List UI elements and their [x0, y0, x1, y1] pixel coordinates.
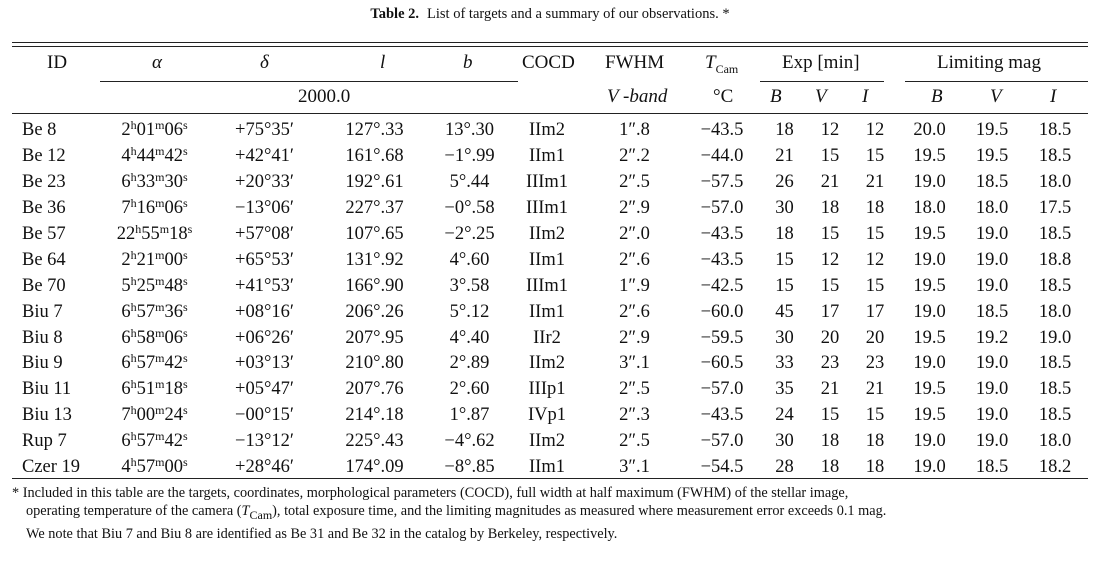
cell-dec: +41°53′ — [235, 275, 294, 296]
cell-lim-b: 19.0 — [913, 353, 946, 374]
cell-fwhm: 2″.5 — [619, 431, 650, 452]
cell-lim-v: 19.0 — [975, 224, 1009, 244]
cell-b: −2°.25 — [444, 224, 495, 244]
cell-b: −0°.58 — [444, 198, 495, 219]
cell-exp-b: 21 — [775, 146, 794, 167]
cell-lim-i: 18.5 — [1038, 405, 1072, 426]
cell-dec: +03°13′ — [235, 353, 294, 374]
cell-exp-i: 21 — [865, 379, 885, 400]
top-rule-1 — [12, 42, 1088, 43]
cell-cocd: IIIp1 — [528, 379, 566, 400]
cell-l: 227°.37 — [345, 198, 404, 219]
cell-lim-v: 19.0 — [975, 379, 1009, 400]
header-degc: °C — [713, 86, 734, 107]
cell-fwhm: 3″.1 — [619, 457, 650, 478]
table-row — [12, 247, 1088, 273]
cell-lim-i: 18.0 — [1038, 301, 1072, 322]
table-row — [12, 273, 1088, 299]
cell-tcam: −59.5 — [700, 327, 744, 348]
cell-dec: +05°47′ — [235, 379, 294, 400]
cell-lim-i: 18.8 — [1038, 249, 1072, 270]
cell-dec: −13°06′ — [235, 198, 294, 219]
cell-lim-i: 18.5 — [1038, 379, 1072, 400]
table-footnote — [12, 484, 1092, 543]
cell-tcam: −43.5 — [700, 405, 744, 426]
cell-b: 2°.89 — [449, 353, 490, 374]
cell-exp-b: 18 — [775, 120, 794, 141]
cell-exp-v: 15 — [820, 146, 840, 167]
cell-lim-b: 19.5 — [913, 275, 946, 296]
cell-fwhm: 2″.3 — [619, 405, 650, 426]
cell-fwhm: 2″.5 — [619, 172, 650, 193]
cell-dec: +28°46′ — [235, 457, 294, 478]
cell-cocd: IIr2 — [533, 327, 561, 348]
cell-fwhm: 1″.8 — [619, 120, 650, 141]
cell-exp-v: 21 — [820, 172, 840, 193]
table-label: Table 2. — [370, 6, 420, 22]
cell-cocd: IIm2 — [529, 120, 565, 141]
cell-b: 1°.87 — [449, 405, 490, 426]
header-tcam — [705, 52, 738, 77]
cell-exp-v: 17 — [820, 301, 840, 322]
header-b: b — [463, 52, 473, 73]
header-l: l — [380, 52, 386, 73]
cell-exp-b: 15 — [775, 275, 794, 296]
cell-cocd: IIm1 — [529, 249, 565, 270]
cell-l: 210°.80 — [345, 353, 404, 374]
cell-exp-b: 26 — [775, 172, 794, 193]
header-tcam-symbol: T — [705, 52, 716, 73]
footnote-tcam-sub: Cam — [249, 508, 273, 523]
cell-cocd: IIIm1 — [525, 172, 569, 193]
header-lim-b: B — [931, 86, 943, 107]
table-row — [12, 170, 1088, 196]
table-row — [12, 429, 1088, 455]
cell-lim-b: 19.0 — [913, 172, 946, 193]
header-delta: δ — [260, 52, 269, 73]
footnote-line-2-b: ), total exposure time, and the limiting magnitudes as measured where measurement error exceeds 0.1 mag. — [272, 503, 887, 520]
cell-id: Biu 9 — [22, 353, 63, 374]
cell-tcam: −60.0 — [700, 301, 744, 322]
cell-cocd: IIm1 — [529, 301, 565, 322]
cell-b: 3°.58 — [449, 275, 490, 296]
cell-dec: +08°16′ — [235, 301, 294, 322]
cell-ra: 2$^h$21$^m$00$^s$ — [121, 247, 188, 270]
cell-lim-b: 18.0 — [913, 198, 946, 219]
cell-ra: 6$^h$33$^m$30$^s$ — [121, 170, 188, 193]
cell-l: 127°.33 — [345, 120, 404, 141]
cell-id: Biu 13 — [22, 405, 72, 426]
cell-ra: 5$^h$25$^m$48$^s$ — [121, 273, 188, 296]
cell-b: 4°.60 — [449, 249, 490, 270]
cell-id: Be 57 — [22, 224, 66, 244]
cell-ra: 7$^h$16$^m$06$^s$ — [121, 196, 188, 219]
cell-fwhm: 2″.9 — [619, 327, 650, 348]
cell-lim-v: 18.5 — [975, 457, 1009, 478]
cell-b: −4°.62 — [444, 431, 495, 452]
cell-exp-i: 18 — [865, 457, 885, 478]
header-exp-i: I — [862, 86, 869, 107]
cell-l: 207°.76 — [345, 379, 404, 400]
cell-lim-v: 18.0 — [975, 198, 1009, 219]
cell-exp-i: 18 — [865, 431, 885, 452]
cell-l: 214°.18 — [345, 405, 404, 426]
cell-cocd: IIIm1 — [525, 275, 569, 296]
table-row — [12, 325, 1088, 351]
cell-exp-v: 21 — [820, 379, 840, 400]
cell-exp-b: 33 — [775, 353, 794, 374]
cell-lim-b: 19.0 — [913, 249, 946, 270]
cell-lim-i: 18.2 — [1038, 457, 1072, 478]
cell-l: 206°.26 — [345, 301, 404, 322]
cell-exp-i: 15 — [865, 146, 885, 167]
cell-b: 4°.40 — [449, 327, 490, 348]
cell-lim-v: 19.0 — [975, 275, 1009, 296]
cell-exp-i: 20 — [865, 327, 885, 348]
cell-exp-v: 15 — [820, 405, 840, 426]
cell-dec: +20°33′ — [235, 172, 294, 193]
cell-b: 5°.44 — [449, 172, 490, 193]
cell-lim-v: 19.2 — [975, 327, 1009, 348]
cell-l: 131°.92 — [345, 249, 404, 270]
cell-exp-i: 23 — [865, 353, 885, 374]
cell-ra: 2$^h$01$^m$06$^s$ — [121, 118, 188, 141]
cell-lim-i: 19.0 — [1038, 327, 1072, 348]
cell-exp-i: 21 — [865, 172, 885, 193]
cell-cocd: IIIm1 — [525, 198, 569, 219]
cell-dec: −13°12′ — [235, 431, 294, 452]
header-rule — [12, 113, 1088, 114]
cell-lim-b: 19.5 — [913, 146, 946, 167]
cell-exp-i: 15 — [865, 405, 885, 426]
cell-cocd: IIm2 — [529, 353, 565, 374]
cell-exp-v: 12 — [820, 120, 840, 141]
cell-ra: 4$^h$44$^m$42$^s$ — [121, 144, 188, 167]
footnote-line-2-a: operating temperature of the camera ( — [26, 503, 242, 520]
cell-lim-v: 18.5 — [975, 301, 1009, 322]
cell-exp-i: 15 — [865, 275, 885, 296]
cell-id: Biu 8 — [22, 327, 63, 348]
cell-tcam: −57.0 — [700, 198, 744, 219]
cell-id: Be 64 — [22, 249, 66, 270]
footnote-tcam-symbol: T — [241, 503, 250, 520]
header-id: ID — [47, 52, 68, 73]
cell-b: 13°.30 — [444, 120, 495, 141]
cell-exp-b: 24 — [775, 405, 794, 426]
cell-cocd: IIm2 — [529, 224, 565, 244]
cell-id: Be 70 — [22, 275, 66, 296]
cell-id: Czer 19 — [22, 457, 81, 478]
cell-lim-v: 19.0 — [975, 249, 1009, 270]
cell-id: Be 12 — [22, 146, 66, 167]
cell-tcam: −57.5 — [700, 172, 744, 193]
cell-cocd: IVp1 — [527, 405, 567, 426]
cell-id: Be 36 — [22, 198, 66, 219]
cell-exp-v: 23 — [820, 353, 840, 374]
cell-dec: +42°41′ — [235, 146, 294, 167]
table-row — [12, 351, 1088, 377]
cell-lim-b: 19.5 — [913, 379, 946, 400]
cell-l: 174°.09 — [345, 457, 404, 478]
table-row — [12, 222, 1088, 248]
table-row — [12, 144, 1088, 170]
cell-ra: 6$^h$51$^m$18$^s$ — [121, 377, 188, 400]
cell-exp-i: 12 — [865, 249, 885, 270]
header-epoch: 2000.0 — [298, 86, 351, 107]
cell-fwhm: 2″.9 — [619, 198, 650, 219]
cell-exp-v: 15 — [820, 275, 840, 296]
limiting-rule — [905, 81, 1088, 82]
cell-ra: 7$^h$00$^m$24$^s$ — [121, 403, 188, 426]
cell-tcam: −43.5 — [700, 120, 744, 141]
cell-lim-v: 19.5 — [975, 146, 1009, 167]
cell-exp-v: 20 — [820, 327, 840, 348]
cell-exp-b: 35 — [775, 379, 794, 400]
cell-l: 161°.68 — [345, 146, 404, 167]
top-rule-2 — [12, 46, 1088, 47]
cell-exp-i: 17 — [865, 301, 885, 322]
cell-exp-i: 12 — [865, 120, 885, 141]
cell-lim-b: 19.0 — [913, 431, 946, 452]
cell-dec: −00°15′ — [235, 405, 294, 426]
cell-exp-i: 15 — [865, 224, 885, 244]
cell-id: Be 8 — [22, 120, 57, 141]
cell-cocd: IIm2 — [529, 431, 565, 452]
exp-rule — [760, 81, 884, 82]
cell-lim-b: 19.5 — [913, 405, 946, 426]
cell-exp-b: 30 — [775, 198, 794, 219]
cell-tcam: −44.0 — [700, 146, 744, 167]
cell-dec: +57°08′ — [235, 224, 294, 244]
header-exp-b: B — [770, 86, 782, 107]
cell-l: 166°.90 — [345, 275, 404, 296]
header-exp-v: V — [815, 86, 827, 107]
table-title: List of targets and a summary of our observations. * — [427, 6, 730, 22]
cell-exp-b: 30 — [775, 431, 794, 452]
footnote-line-1: * Included in this table are the targets, coordinates, morphological parameters (COCD), full width at half maximum (FWHM) of the stellar image, — [12, 485, 849, 501]
cell-ra: 6$^h$57$^m$42$^s$ — [121, 429, 188, 452]
cell-tcam: −57.0 — [700, 431, 744, 452]
cell-fwhm: 2″.5 — [619, 379, 650, 400]
table-body — [12, 118, 1088, 480]
table-row — [12, 196, 1088, 222]
cell-dec: +75°35′ — [235, 120, 294, 141]
cell-fwhm: 2″.2 — [619, 146, 650, 167]
cell-lim-v: 19.5 — [975, 120, 1009, 141]
cell-fwhm: 1″.9 — [619, 275, 650, 296]
cell-tcam: −43.5 — [700, 249, 744, 270]
cell-fwhm: 2″.6 — [619, 249, 650, 270]
cell-lim-i: 18.5 — [1038, 275, 1072, 296]
cell-ra: 4$^h$57$^m$00$^s$ — [121, 455, 188, 478]
cell-lim-b: 19.5 — [913, 224, 946, 244]
header-lim-i: I — [1050, 86, 1057, 107]
cell-b: −1°.99 — [444, 146, 495, 167]
cell-fwhm: 3″.1 — [619, 353, 650, 374]
table-caption — [0, 6, 1100, 23]
cell-exp-b: 18 — [775, 224, 794, 244]
header-tcam-sub: Cam — [715, 61, 739, 76]
footnote-line-3: We note that Biu 7 and Biu 8 are identified as Be 31 and Be 32 in the catalog by Berkeley, respectively. — [26, 525, 618, 542]
cell-lim-v: 19.0 — [975, 405, 1009, 426]
cell-cocd: IIm1 — [529, 146, 565, 167]
cell-lim-v: 19.0 — [975, 353, 1009, 374]
table-row — [12, 377, 1088, 403]
cell-dec: +65°53′ — [235, 249, 294, 270]
cell-exp-b: 30 — [775, 327, 794, 348]
cell-l: 192°.61 — [345, 172, 404, 193]
cell-tcam: −43.5 — [700, 224, 744, 244]
cell-dec: +06°26′ — [235, 327, 294, 348]
cell-exp-b: 28 — [775, 457, 794, 478]
cell-tcam: −60.5 — [700, 353, 744, 374]
cell-l: 225°.43 — [345, 431, 404, 452]
targets-table — [12, 118, 1088, 480]
cell-lim-i: 18.5 — [1038, 353, 1072, 374]
cell-exp-v: 18 — [820, 457, 840, 478]
header-limiting: Limiting mag — [937, 52, 1041, 73]
cell-lim-v: 19.0 — [975, 431, 1009, 452]
table-row — [12, 403, 1088, 429]
cell-id: Be 23 — [22, 172, 66, 193]
cell-ra: 6$^h$57$^m$36$^s$ — [121, 299, 188, 322]
table-row — [12, 118, 1088, 144]
cell-id: Rup 7 — [22, 431, 67, 452]
cell-ra: 22$^h$55$^m$18$^s$ — [116, 222, 193, 244]
cell-lim-b: 19.0 — [913, 457, 946, 478]
cell-tcam: −42.5 — [700, 275, 744, 296]
table-row — [12, 299, 1088, 325]
header-exp: Exp [min] — [782, 52, 860, 73]
cell-exp-b: 45 — [775, 301, 794, 322]
cell-lim-b: 20.0 — [913, 120, 946, 141]
cell-lim-i: 18.0 — [1038, 431, 1072, 452]
cell-lim-i: 18.5 — [1038, 224, 1072, 244]
cell-b: 2°.60 — [449, 379, 490, 400]
cell-lim-i: 18.0 — [1038, 172, 1072, 193]
cell-lim-b: 19.0 — [913, 301, 946, 322]
cell-b: 5°.12 — [449, 301, 490, 322]
cell-l: 207°.95 — [345, 327, 404, 348]
cell-id: Biu 7 — [22, 301, 63, 322]
footnote-line-2 — [12, 502, 1092, 524]
cell-lim-v: 18.5 — [975, 172, 1009, 193]
cell-exp-v: 18 — [820, 198, 840, 219]
cell-lim-i: 17.5 — [1038, 198, 1072, 219]
header-cocd: COCD — [522, 52, 575, 73]
cell-tcam: −54.5 — [700, 457, 744, 478]
table-row — [12, 455, 1088, 481]
cell-fwhm: 2″.0 — [619, 224, 650, 244]
cell-l: 107°.65 — [345, 224, 404, 244]
header-vband: V -band — [607, 86, 668, 107]
cell-ra: 6$^h$57$^m$42$^s$ — [121, 351, 188, 374]
cell-b: −8°.85 — [444, 457, 495, 478]
cell-exp-b: 15 — [775, 249, 794, 270]
cell-ra: 6$^h$58$^m$06$^s$ — [121, 325, 188, 348]
cell-tcam: −57.0 — [700, 379, 744, 400]
cell-exp-v: 12 — [820, 249, 840, 270]
cell-cocd: IIm1 — [529, 457, 565, 478]
header-lim-v: V — [990, 86, 1002, 107]
cell-fwhm: 2″.6 — [619, 301, 650, 322]
cell-id: Biu 11 — [22, 379, 72, 400]
header-fwhm: FWHM — [605, 52, 665, 73]
cell-exp-v: 18 — [820, 431, 840, 452]
cell-lim-i: 18.5 — [1038, 146, 1072, 167]
header-alpha: α — [152, 52, 162, 73]
cell-lim-b: 19.5 — [913, 327, 946, 348]
cell-exp-v: 15 — [820, 224, 840, 244]
cell-exp-i: 18 — [865, 198, 885, 219]
cell-lim-i: 18.5 — [1038, 120, 1072, 141]
epoch-rule — [100, 81, 518, 82]
